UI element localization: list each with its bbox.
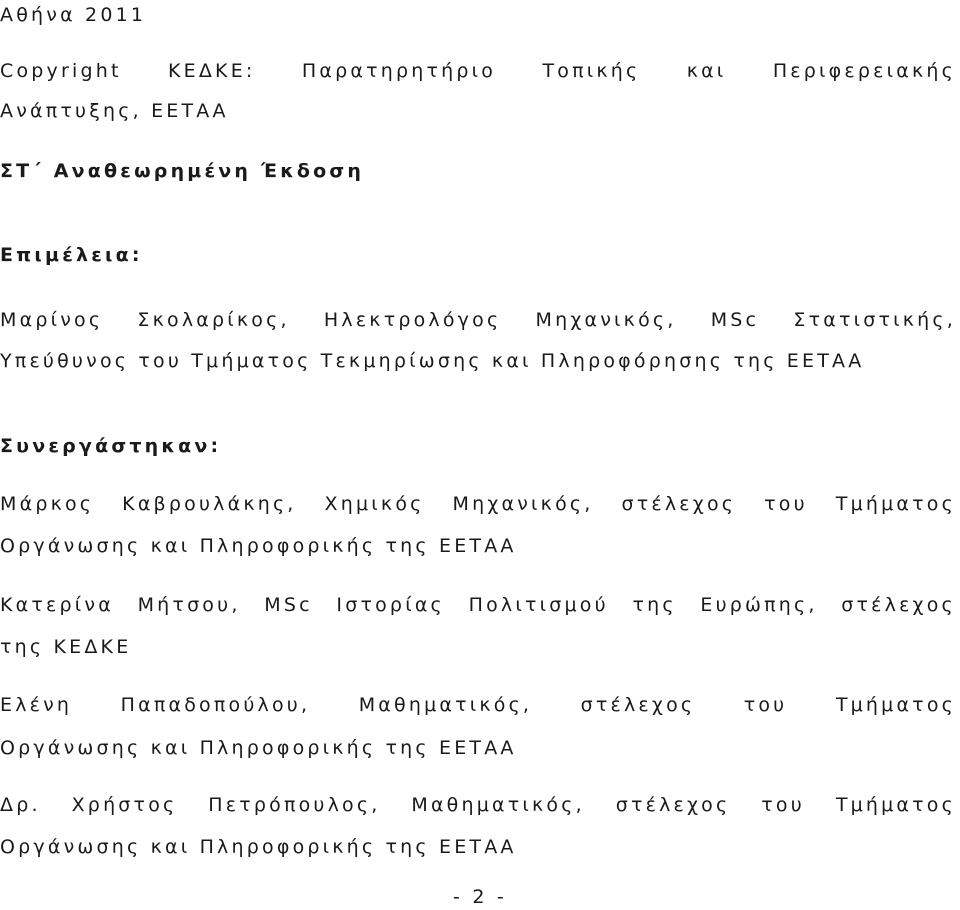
copyright-word: Copyright xyxy=(0,60,122,82)
copyright-word: Τοπικής xyxy=(542,60,641,82)
contributor-4-line-1 xyxy=(0,792,960,818)
contributor-words xyxy=(0,692,956,718)
contributor-1-line-2: Οργάνωσης και Πληροφορικής της ΕΕΤΑΑ xyxy=(0,535,517,557)
contributor-word: Ελένη xyxy=(0,694,73,716)
editor-word: Μηχανικός, xyxy=(535,309,677,331)
copyright-word: και xyxy=(686,60,727,82)
edition-title: ΣΤ΄ Αναθεωρημένη Έκδοση xyxy=(0,160,365,182)
contributor-2-line-1 xyxy=(0,592,960,618)
contributor-2-line-2: της ΚΕΔΚΕ xyxy=(0,636,132,658)
contributor-word: Πετρόπουλος, xyxy=(208,794,381,816)
copyright-words xyxy=(0,58,956,84)
contributor-word: του xyxy=(743,694,788,716)
contributor-word: Παπαδοπούλου, xyxy=(120,694,311,716)
editor-word: Στατιστικής, xyxy=(793,309,956,331)
contributor-word: Δρ. xyxy=(0,794,41,816)
contributor-3-line-1 xyxy=(0,692,960,718)
copyright-word: ΚΕΔΚΕ: xyxy=(168,60,256,82)
contributor-word: MSc xyxy=(264,594,313,616)
contributor-4-line-2: Οργάνωσης και Πληροφορικής της ΕΕΤΑΑ xyxy=(0,836,517,858)
copyright-line-2: Ανάπτυξης, ΕΕΤΑΑ xyxy=(0,100,229,122)
contributor-word: της xyxy=(632,594,677,616)
contributor-word: στέλεχος xyxy=(615,794,731,816)
editor-line-1 xyxy=(0,307,960,333)
contributor-word: Μάρκος xyxy=(0,493,95,515)
copyright-line-1 xyxy=(0,58,960,84)
contributor-word: Πολιτισμού xyxy=(468,594,609,616)
contributor-words xyxy=(0,491,956,517)
contributor-word: Ιστορίας xyxy=(336,594,445,616)
contributor-word: του xyxy=(764,493,808,515)
contributor-word: Μαθηματικός, xyxy=(411,794,585,816)
contributors-heading: Συνεργάστηκαν: xyxy=(0,435,222,457)
contributor-words xyxy=(0,592,956,618)
contributor-word: στέλεχος xyxy=(580,694,696,716)
contributor-word: Χημικός xyxy=(324,493,425,515)
contributor-word: Χρήστος xyxy=(71,794,178,816)
copyright-word: Περιφερειακής xyxy=(772,60,956,82)
contributor-word: Καβρουλάκης, xyxy=(122,493,297,515)
contributor-word: στέλεχος xyxy=(621,493,737,515)
editor-words xyxy=(0,307,956,333)
contributor-word: Ευρώπης, xyxy=(700,594,818,616)
copyright-word: Παρατηρητήριο xyxy=(301,60,497,82)
contributor-word: στέλεχος xyxy=(841,594,956,616)
contributor-word: Τμήματος xyxy=(835,493,956,515)
contributor-word: Τμήματος xyxy=(835,694,956,716)
editor-word: Μαρίνος xyxy=(0,309,104,331)
editor-word: Σκολαρίκος, xyxy=(137,309,290,331)
contributor-1-line-1 xyxy=(0,491,960,517)
contributor-word: Μήτσου, xyxy=(137,594,241,616)
contributor-3-line-2: Οργάνωσης και Πληροφορικής της ΕΕΤΑΑ xyxy=(0,737,517,759)
editor-word: MSc xyxy=(710,309,760,331)
editor-word: Ηλεκτρολόγος xyxy=(323,309,502,331)
place-date: Αθήνα 2011 xyxy=(0,4,147,26)
contributor-word: Κατερίνα xyxy=(0,594,114,616)
contributor-word: Μαθηματικός, xyxy=(358,694,533,716)
page-number: - 2 - xyxy=(453,886,507,908)
contributor-word: Μηχανικός, xyxy=(452,493,594,515)
contributor-word: Τμήματος xyxy=(835,794,956,816)
editing-heading: Επιμέλεια: xyxy=(0,244,143,266)
editor-line-2: Υπεύθυνος του Τμήματος Τεκμηρίωσης και Πληροφόρησης της ΕΕΤΑΑ xyxy=(0,350,865,372)
contributor-words xyxy=(0,792,956,818)
contributor-word: του xyxy=(761,794,805,816)
